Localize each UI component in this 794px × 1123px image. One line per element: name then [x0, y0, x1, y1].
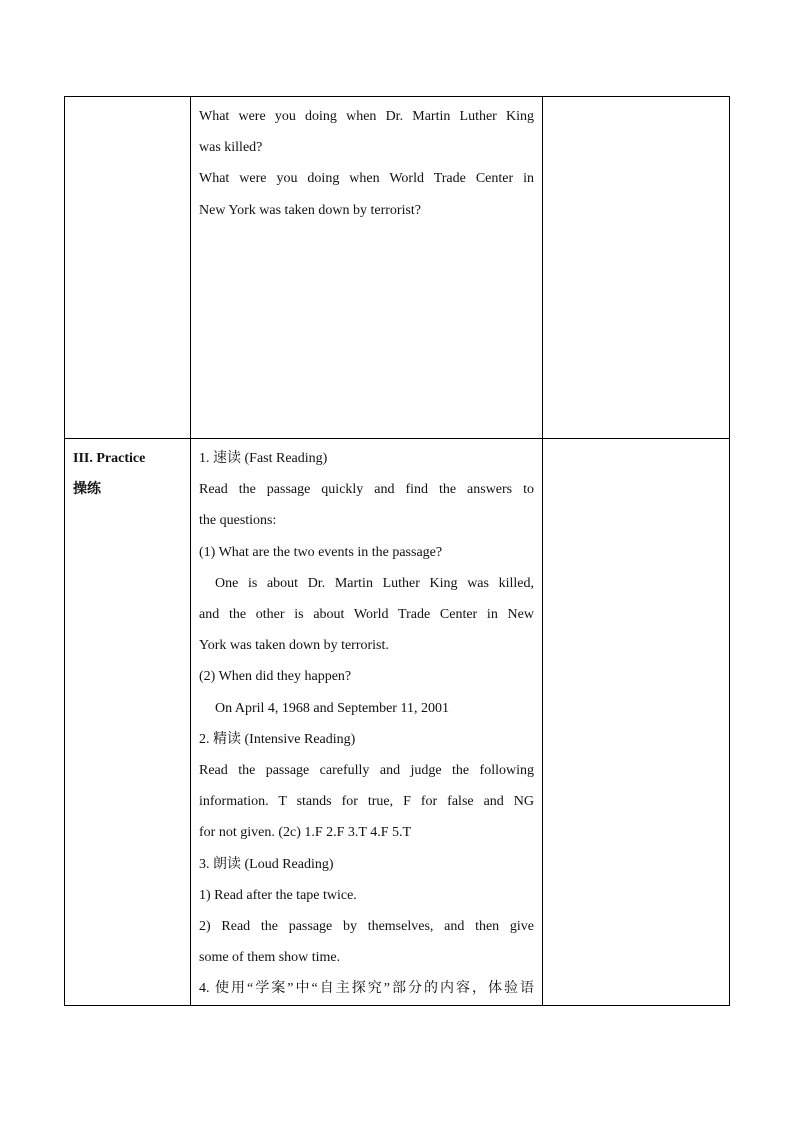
text-line: York was taken down by terrorist. — [199, 638, 389, 654]
text-line: New York was taken down by terrorist? — [199, 202, 422, 218]
activity-text — [191, 97, 542, 226]
activity-cell — [191, 439, 543, 1006]
activity-text — [191, 439, 542, 1005]
text-line: On April 4, 1968 and September 11, 2001 — [215, 700, 449, 716]
table-row — [65, 97, 730, 439]
notes-cell — [543, 439, 730, 1006]
text-line: was killed? — [199, 140, 263, 156]
lesson-plan-table — [64, 96, 730, 1006]
text-line: 2. 精读 (Intensive Reading) — [199, 731, 356, 747]
text-line: information. T stands for true, F for false and NG — [199, 794, 534, 810]
notes-cell — [543, 97, 730, 439]
text-line: 1) Read after the tape twice. — [199, 887, 357, 903]
text-line: What were you doing when World Trade Center in — [199, 171, 534, 187]
text-line: One is about Dr. Martin Luther King was killed, — [215, 575, 534, 591]
text-line: Read the passage carefully and judge the following — [199, 763, 534, 779]
text-line: for not given. (2c) 1.F 2.F 3.T 4.F 5.T — [199, 825, 412, 841]
text-line: Read the passage quickly and find the answers to — [199, 482, 534, 498]
text-line: (1) What are the two events in the passage? — [199, 544, 443, 560]
text-line: What were you doing when Dr. Martin Luther King — [199, 109, 534, 124]
activity-cell — [191, 97, 543, 439]
step-label-cell — [65, 97, 191, 439]
step-label-english: III. Practice — [73, 451, 146, 466]
text-line: the questions: — [199, 513, 277, 529]
step-label-chinese: 操练 — [73, 482, 101, 498]
table-row — [65, 439, 730, 1006]
text-line: 3. 朗读 (Loud Reading) — [199, 856, 334, 872]
text-line: 4. 使用“学案”中“自主探究”部分的内容，体验语 — [199, 981, 534, 997]
text-line: 2) Read the passage by themselves, and then give — [199, 919, 534, 935]
step-label-cell — [65, 439, 191, 1006]
text-line: (2) When did they happen? — [199, 669, 352, 685]
text-line: and the other is about World Trade Center in New — [199, 607, 534, 623]
text-line: some of them show time. — [199, 950, 341, 966]
text-line: 1. 速读 (Fast Reading) — [199, 451, 328, 466]
